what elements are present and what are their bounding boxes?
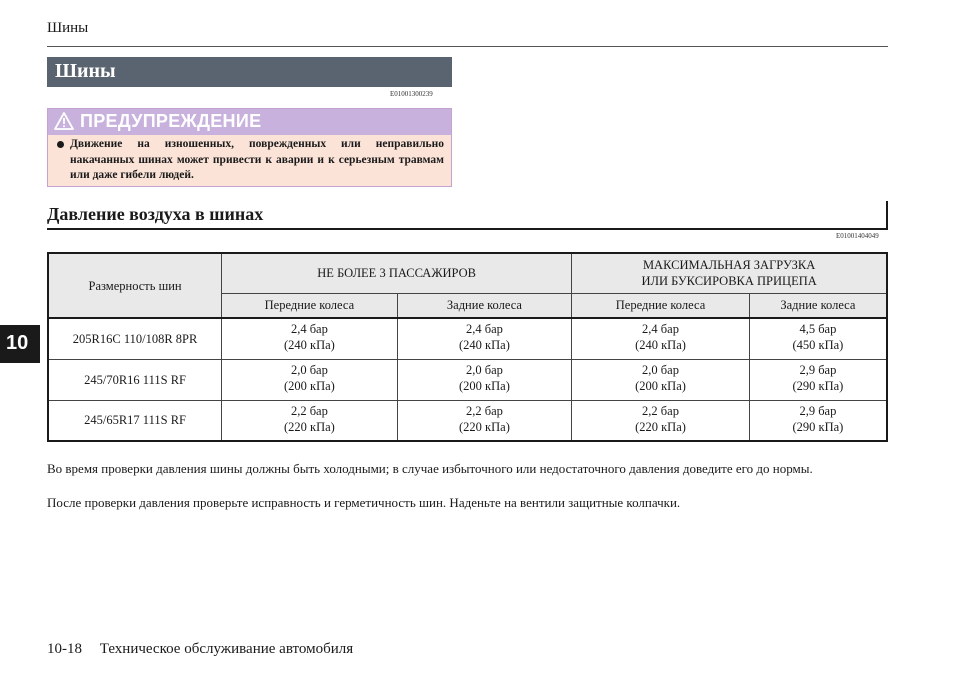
header-rear-wheels: Задние колеса (749, 293, 887, 318)
pressure-bar: 2,2 бар (642, 403, 679, 418)
pressure-cell (397, 318, 572, 359)
subsection-vertical-rule (886, 201, 888, 230)
pressure-bar: 2,9 бар (799, 362, 837, 377)
pressure-cell (222, 400, 398, 441)
header-max-load-line2: ИЛИ БУКСИРОВКА ПРИЦЕПА (641, 274, 817, 289)
header-rule (47, 46, 888, 47)
page-footer (47, 641, 353, 658)
pressure-bar: 2,0 бар (290, 362, 328, 377)
table-row (48, 359, 887, 400)
warning-text: Движение на изношенных, поврежденных или неправильно накачанных шинах может привести к аварии и к серьезным травмам или даже гибели людей. (70, 138, 444, 181)
pressure-kpa: (290 кПа) (792, 419, 844, 434)
section-title: Шины (47, 57, 452, 87)
tire-size-cell: 245/65R17 111S RF (48, 400, 222, 441)
pressure-kpa: (450 кПа) (792, 338, 844, 352)
pressure-kpa: (220 кПа) (283, 419, 335, 434)
paragraph-valve-caps: После проверки давления проверьте исправность и герметичность шин. Наденьте на вентили защитные колпачки. (47, 495, 681, 510)
subsection-rule (47, 228, 888, 230)
tire-size-cell: 245/70R16 111S RF (48, 359, 222, 400)
subsection-title: Давление воздуха в шинах (47, 204, 264, 224)
chapter-tab: 10 (0, 325, 40, 363)
header-front-wheels: Передние колеса (572, 293, 750, 318)
pressure-bar: 2,2 бар (465, 403, 503, 418)
table-row (48, 318, 887, 359)
paragraph-cold-tires: Во время проверки давления шины должны быть холодными; в случае избыточного или недостаточного давления доведите его до нормы. (47, 461, 813, 476)
pressure-bar: 4,5 бар (799, 322, 837, 336)
pressure-cell (222, 318, 398, 359)
pressure-bar: 2,0 бар (465, 362, 503, 377)
pressure-cell (397, 400, 572, 441)
header-max-load-line1: МАКСИМАЛЬНАЯ ЗАГРУЗКА (642, 258, 816, 273)
tire-pressure-table (47, 252, 888, 442)
page-number: 10-18 (47, 641, 82, 657)
pressure-kpa: (220 кПа) (635, 419, 686, 434)
pressure-kpa: (290 кПа) (792, 378, 844, 393)
pressure-bar: 2,4 бар (290, 322, 328, 336)
pressure-kpa: (240 кПа) (283, 338, 335, 352)
section-code: E01001300239 (390, 90, 433, 98)
pressure-kpa: (220 кПа) (459, 419, 510, 434)
pressure-cell (572, 318, 750, 359)
pressure-kpa: (200 кПа) (459, 378, 510, 393)
header-max-load (572, 253, 887, 293)
pressure-bar: 2,2 бар (290, 403, 328, 418)
pressure-kpa: (240 кПа) (459, 338, 510, 352)
subsection-code: E01001404049 (836, 232, 879, 240)
footer-title: Техническое обслуживание автомобиля (99, 641, 354, 657)
pressure-bar: 2,4 бар (642, 322, 679, 336)
header-rear-wheels: Задние колеса (397, 293, 572, 318)
header-up-to-3-passengers: НЕ БОЛЕЕ 3 ПАССАЖИРОВ (222, 253, 572, 293)
warning-header (48, 109, 451, 135)
warning-triangle-icon (54, 112, 74, 130)
pressure-bar: 2,9 бар (799, 403, 837, 418)
pressure-cell (222, 359, 398, 400)
pressure-cell (749, 318, 887, 359)
running-head: Шины (47, 20, 89, 36)
pressure-cell (397, 359, 572, 400)
table-row (48, 400, 887, 441)
tire-size-cell: 205R16C 110/108R 8PR (48, 318, 222, 359)
pressure-kpa: (240 кПа) (635, 338, 686, 352)
warning-box (47, 108, 452, 187)
warning-title: ПРЕДУПРЕЖДЕНИЕ (80, 111, 262, 131)
pressure-kpa: (200 кПа) (283, 378, 335, 393)
pressure-bar: 2,4 бар (465, 322, 503, 336)
pressure-cell (749, 359, 887, 400)
pressure-cell (749, 400, 887, 441)
header-front-wheels: Передние колеса (222, 293, 398, 318)
pressure-kpa: (200 кПа) (635, 378, 686, 393)
bullet-icon (57, 141, 64, 148)
pressure-cell (572, 359, 750, 400)
header-tire-size: Размерность шин (48, 253, 222, 318)
pressure-cell (572, 400, 750, 441)
pressure-bar: 2,0 бар (642, 362, 679, 377)
